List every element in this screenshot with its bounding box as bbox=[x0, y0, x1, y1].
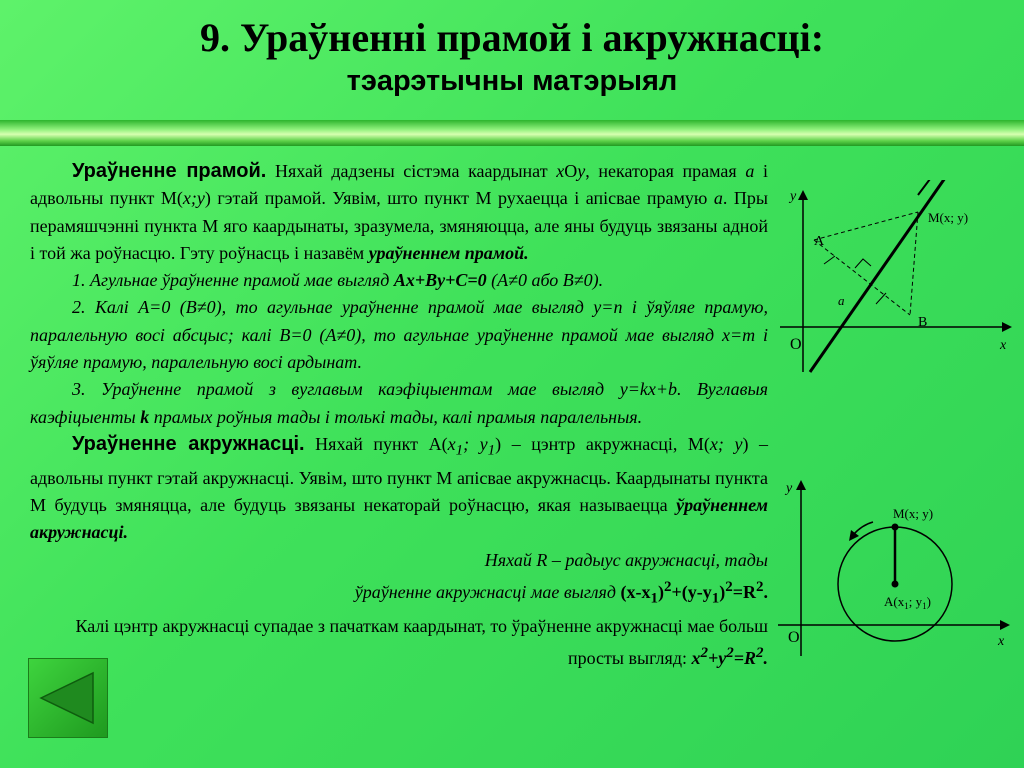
point-m-label: M(x; y) bbox=[893, 506, 934, 521]
point-a-label: A bbox=[814, 234, 825, 249]
tick-mark-2 bbox=[876, 293, 886, 304]
x-axis-label: x bbox=[1000, 338, 1007, 353]
line-term: ураўненнем прамой. bbox=[368, 242, 529, 263]
circle-equation: $(x-x_1)^2+(y-y_1)^2=R^2$. bbox=[620, 579, 768, 607]
circle-diagram bbox=[776, 470, 1020, 660]
line-heading: Ураўненне прамой. bbox=[72, 160, 267, 182]
line-diagram bbox=[776, 180, 1020, 380]
y-axis-arrow bbox=[796, 480, 806, 490]
y-axis-label: y bbox=[790, 189, 797, 204]
y-axis-arrow bbox=[798, 190, 808, 200]
x-axis-arrow bbox=[1002, 322, 1012, 332]
y-axis-label: y bbox=[786, 481, 793, 496]
theory-text bbox=[30, 158, 768, 673]
point-m bbox=[892, 524, 899, 531]
point-b-label: B bbox=[918, 315, 928, 330]
origin-label: O bbox=[790, 336, 802, 353]
line-item-1: 1. Агульнае ўраўненне прамой мае выгляд Ax+By+C=0 (A≠0 або B≠0). bbox=[72, 270, 604, 291]
line-a bbox=[810, 180, 945, 372]
circle-equation-line: ўраўненне акружнасці мае выгляд $(x-x_1)^2+(y-y_1)^2=R^2$. bbox=[354, 579, 768, 607]
origin-circle-equation: $x^2+y^2=R^2$. bbox=[691, 645, 768, 669]
origin-label: O bbox=[788, 629, 800, 646]
line-item-2: 2. Калі A=0 (B≠0), то агульнае ураўненне прамой мае выгляд y=n і ўяўляе прамую, паралельную восі абсцыс; калі B=0 (A≠0), то агульнае ураўненне прамой мае выгляд x=m і ўяўляе прамую, паралельную восі ардынат. bbox=[30, 297, 768, 373]
back-button[interactable] bbox=[28, 658, 108, 738]
line-intro-paragraph: Ураўненне прамой. Няхай дадзены сістэма каардынат xOy, некаторая прамая a і адвольны пункт M(x;y) гэтай прамой. Уявім, што пункт M рухаецца і апісвае прамую a. Пры перамяшчэнні пункта M яго каардынаты, зразумела, змяняюцца, але яны будуць звязаны адной і той жа роўнасцю. Гэту роўнасць і назавём ураўненнем прамой. bbox=[30, 160, 769, 263]
circle-term: ўраўненнем акружнасці. bbox=[30, 495, 768, 543]
segment-am bbox=[814, 212, 918, 240]
point-m-label: M(x; y) bbox=[928, 210, 969, 225]
x-axis-arrow bbox=[1000, 620, 1010, 630]
line-a-label: a bbox=[838, 293, 845, 308]
tick-mark-1 bbox=[824, 256, 835, 264]
line-item-3: 3. Ураўненне прамой з вуглавым каэфіцыентам мае выгляд y=kx+b. Вуглавыя каэфіцыенты k прамых роўныя тады і толькі тады, калі прамыя паралельныя. bbox=[30, 379, 768, 427]
center-a-label: $A(x_1$; $y_1$) bbox=[884, 594, 931, 611]
general-line-equation: Ax+By+C=0 bbox=[393, 270, 487, 291]
circle-intro-paragraph: Ураўненне акружнасці. Няхай пункт $A(x_1$; $y_1$) – цэнтр акружнасці, M(x; y) – адвольны пункт гэтай акружнасці. Уявім, што пункт M апісвае акружнасць. Каардынаты пункта M будуць змяняцца, але будуць звязаны некаторай роўнасцю, якая называецца ўраўненнем акружнасці. bbox=[30, 432, 769, 543]
header-divider-bar bbox=[0, 120, 1024, 146]
center-point bbox=[892, 581, 899, 588]
x-axis-label: x bbox=[998, 634, 1005, 649]
right-angle-mark bbox=[855, 259, 871, 268]
origin-circle-paragraph: Калі цэнтр акружнасці супадае з пачаткам каардынат, то ўраўненне акружнасці мае больш просты выгляд: $x^2+y^2=R^2$. bbox=[75, 615, 768, 669]
page-subtitle: тэарэтычны матэрыял bbox=[346, 65, 678, 97]
page-title: 9. Ураўненні прамой і акружнасці: bbox=[199, 15, 825, 60]
triangle-left-icon bbox=[29, 659, 107, 737]
circle-heading: Ураўненне акружнасці. bbox=[72, 432, 305, 455]
radius-line: Няхай R – радыус акружнасці, тады bbox=[484, 549, 768, 570]
